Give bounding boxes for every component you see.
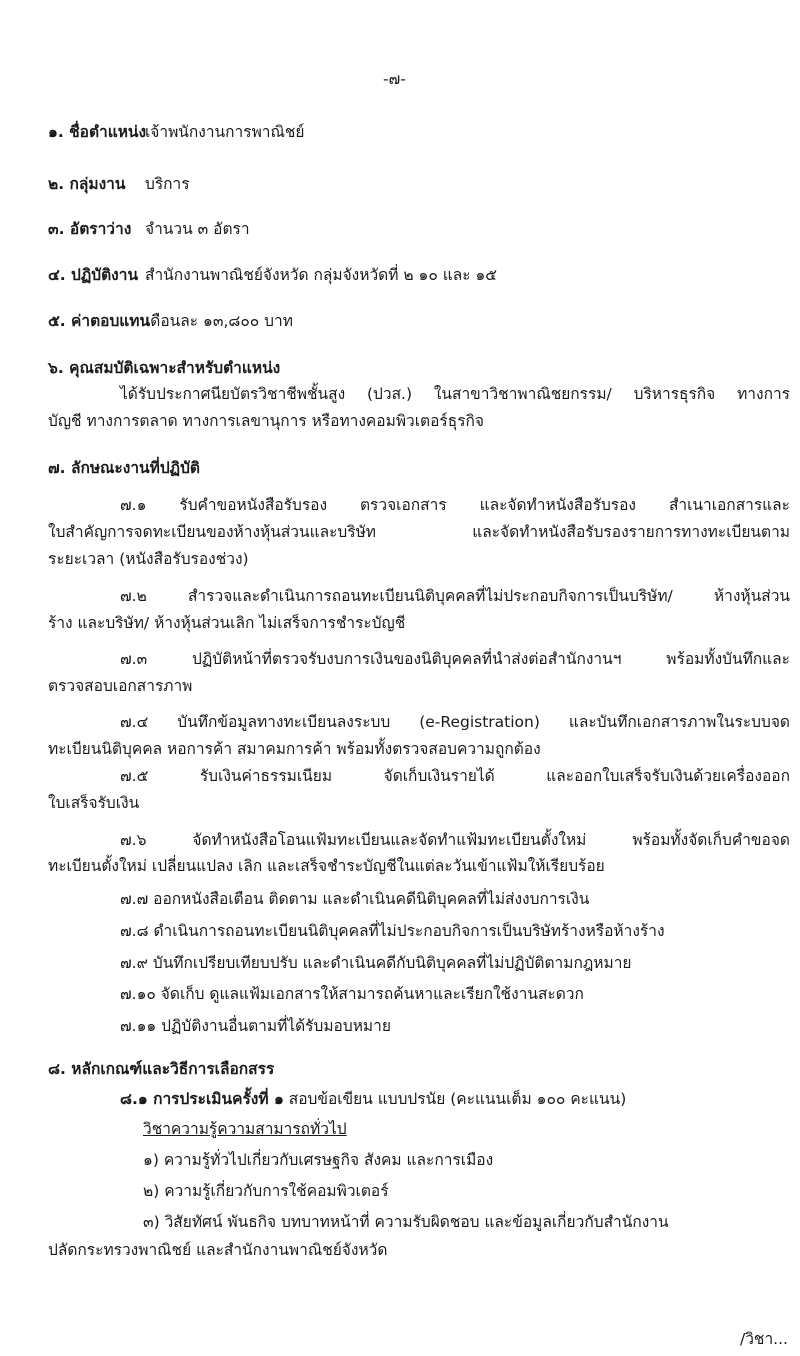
duty-item-cont: ทะเบียนตั้งใหม่ เปลี่ยนแปลง เลิก และเสร็จชำระบัญชีในแต่ละวันเข้าแฟ้มให้เรียบร้อย: [48, 857, 605, 875]
field-value: จำนวน ๓ อัตรา: [145, 220, 250, 238]
duty-item-cont: ระยะเวลา (หนังสือรับรองช่วง): [48, 550, 249, 568]
duty-item: ๗.๑๐ จัดเก็บ ดูแลแฟ้มเอกสารให้สามารถค้นหาและเรียกใช้งานสะดวก: [120, 985, 584, 1003]
field-value: เดือนละ ๑๓,๘๐๐ บาท: [145, 312, 293, 330]
field-label: ๑. ชื่อตำแหน่ง: [48, 123, 147, 141]
field-label: ๔. ปฏิบัติงาน: [48, 266, 139, 284]
section-7-heading: ๗. ลักษณะงานที่ปฏิบัติ: [48, 459, 200, 477]
section-8-heading: ๘. หลักเกณฑ์และวิธีการเลือกสรร: [48, 1060, 275, 1078]
field-label: ๓. อัตราว่าง: [48, 220, 132, 238]
duty-item-cont: ใบสำคัญการจดทะเบียนของห้างหุ้นส่วนและบริษัท และจัดทำหนังสือรับรองรายการทางทะเบียนตาม: [48, 523, 790, 541]
duty-item: ๗.๑ รับคำขอหนังสือรับรอง ตรวจเอกสาร และจัดทำหนังสือรับรอง สำเนาเอกสารและ: [120, 496, 790, 514]
topic-item: ๓) วิสัยทัศน์ พันธกิจ บทบาทหน้าที่ ความรับผิดชอบ และข้อมูลเกี่ยวกับสำนักงาน: [143, 1213, 669, 1231]
duty-item: ๗.๙ บันทึกเปรียบเทียบปรับ และดำเนินคดีกับนิติบุคคลที่ไม่ปฏิบัติตามกฎหมาย: [120, 954, 632, 972]
field-label: ๕. ค่าตอบแทน: [48, 312, 151, 330]
duty-item-cont: ร้าง และบริษัท/ ห้างหุ้นส่วนเลิก ไม่เสร็จการชำระบัญชี: [48, 614, 406, 632]
section-6-text: ได้รับประกาศนียบัตรวิชาชีพชั้นสูง (ปวส.) ในสาขาวิชาพาณิชยกรรม/ บริหารธุรกิจ ทางการ: [120, 385, 790, 403]
duty-item-cont: ตรวจสอบเอกสารภาพ: [48, 677, 193, 695]
continuation-note: /วิชา...: [740, 1330, 788, 1348]
field-value: เจ้าพนักงานการพาณิชย์: [145, 123, 305, 141]
duty-item: ๗.๑๑ ปฏิบัติงานอื่นตามที่ได้รับมอบหมาย: [120, 1017, 391, 1035]
duty-item: ๗.๔ บันทึกข้อมูลทางทะเบียนลงระบบ (e-Registration) และบันทึกเอกสารภาพในระบบจด: [120, 713, 790, 731]
topic-item: ๒) ความรู้เกี่ยวกับการใช้คอมพิวเตอร์: [143, 1182, 389, 1200]
assessment-label: ๘.๑ การประเมินครั้งที่ ๑: [120, 1090, 284, 1108]
duty-item: ๗.๖ จัดทำหนังสือโอนแฟ้มทะเบียนและจัดทำแฟ้มทะเบียนตั้งใหม่ พร้อมทั้งจัดเก็บคำขอจด: [120, 831, 790, 849]
field-value: สำนักงานพาณิชย์จังหวัด กลุ่มจังหวัดที่ ๒ ๑๐ และ ๑๕: [145, 266, 498, 284]
section-6-text: บัญชี ทางการตลาด ทางการเลขานุการ หรือทางคอมพิวเตอร์ธุรกิจ: [48, 412, 484, 430]
assessment-text: สอบข้อเขียน แบบปรนัย (คะแนนเต็ม ๑๐๐ คะแนน): [288, 1090, 627, 1108]
topic-item: ๑) ความรู้ทั่วไปเกี่ยวกับเศรษฐกิจ สังคม และการเมือง: [143, 1151, 494, 1169]
duty-item: ๗.๘ ดำเนินการถอนทะเบียนนิติบุคคลที่ไม่ประกอบกิจการเป็นบริษัทร้างหรือห้างร้าง: [120, 922, 665, 940]
assessment-1: [120, 1088, 626, 1110]
duty-item: ๗.๒ สำรวจและดำเนินการถอนทะเบียนนิติบุคคลที่ไม่ประกอบกิจการเป็นบริษัท/ ห้างหุ้นส่วน: [120, 587, 790, 605]
field-label: ๒. กลุ่มงาน: [48, 175, 126, 193]
duty-item-cont: ใบเสร็จรับเงิน: [48, 794, 140, 812]
topic-item-cont: ปลัดกระทรวงพาณิชย์ และสำนักงานพาณิชย์จังหวัด: [48, 1241, 388, 1259]
subject-title: วิชาความรู้ความสามารถทั่วไป: [143, 1120, 347, 1138]
duty-item: ๗.๗ ออกหนังสือเตือน ติดตาม และดำเนินคดีนิติบุคคลที่ไม่ส่งงบการเงิน: [120, 890, 590, 908]
page-number: -๗-: [383, 70, 406, 88]
duty-item-cont: ทะเบียนนิติบุคคล หอการค้า สมาคมการค้า พร้อมทั้งตรวจสอบความถูกต้อง: [48, 740, 541, 758]
duty-item: ๗.๕ รับเงินค่าธรรมเนียม จัดเก็บเงินรายได้ และออกใบเสร็จรับเงินด้วยเครื่องออก: [120, 767, 790, 785]
section-6-heading: ๖. คุณสมบัติเฉพาะสำหรับตำแหน่ง: [48, 359, 281, 377]
field-value: บริการ: [145, 175, 190, 193]
duty-item: ๗.๓ ปฏิบัติหน้าที่ตรวจรับงบการเงินของนิติบุคคลที่นำส่งต่อสำนักงานฯ พร้อมทั้งบันทึกและ: [120, 650, 790, 668]
